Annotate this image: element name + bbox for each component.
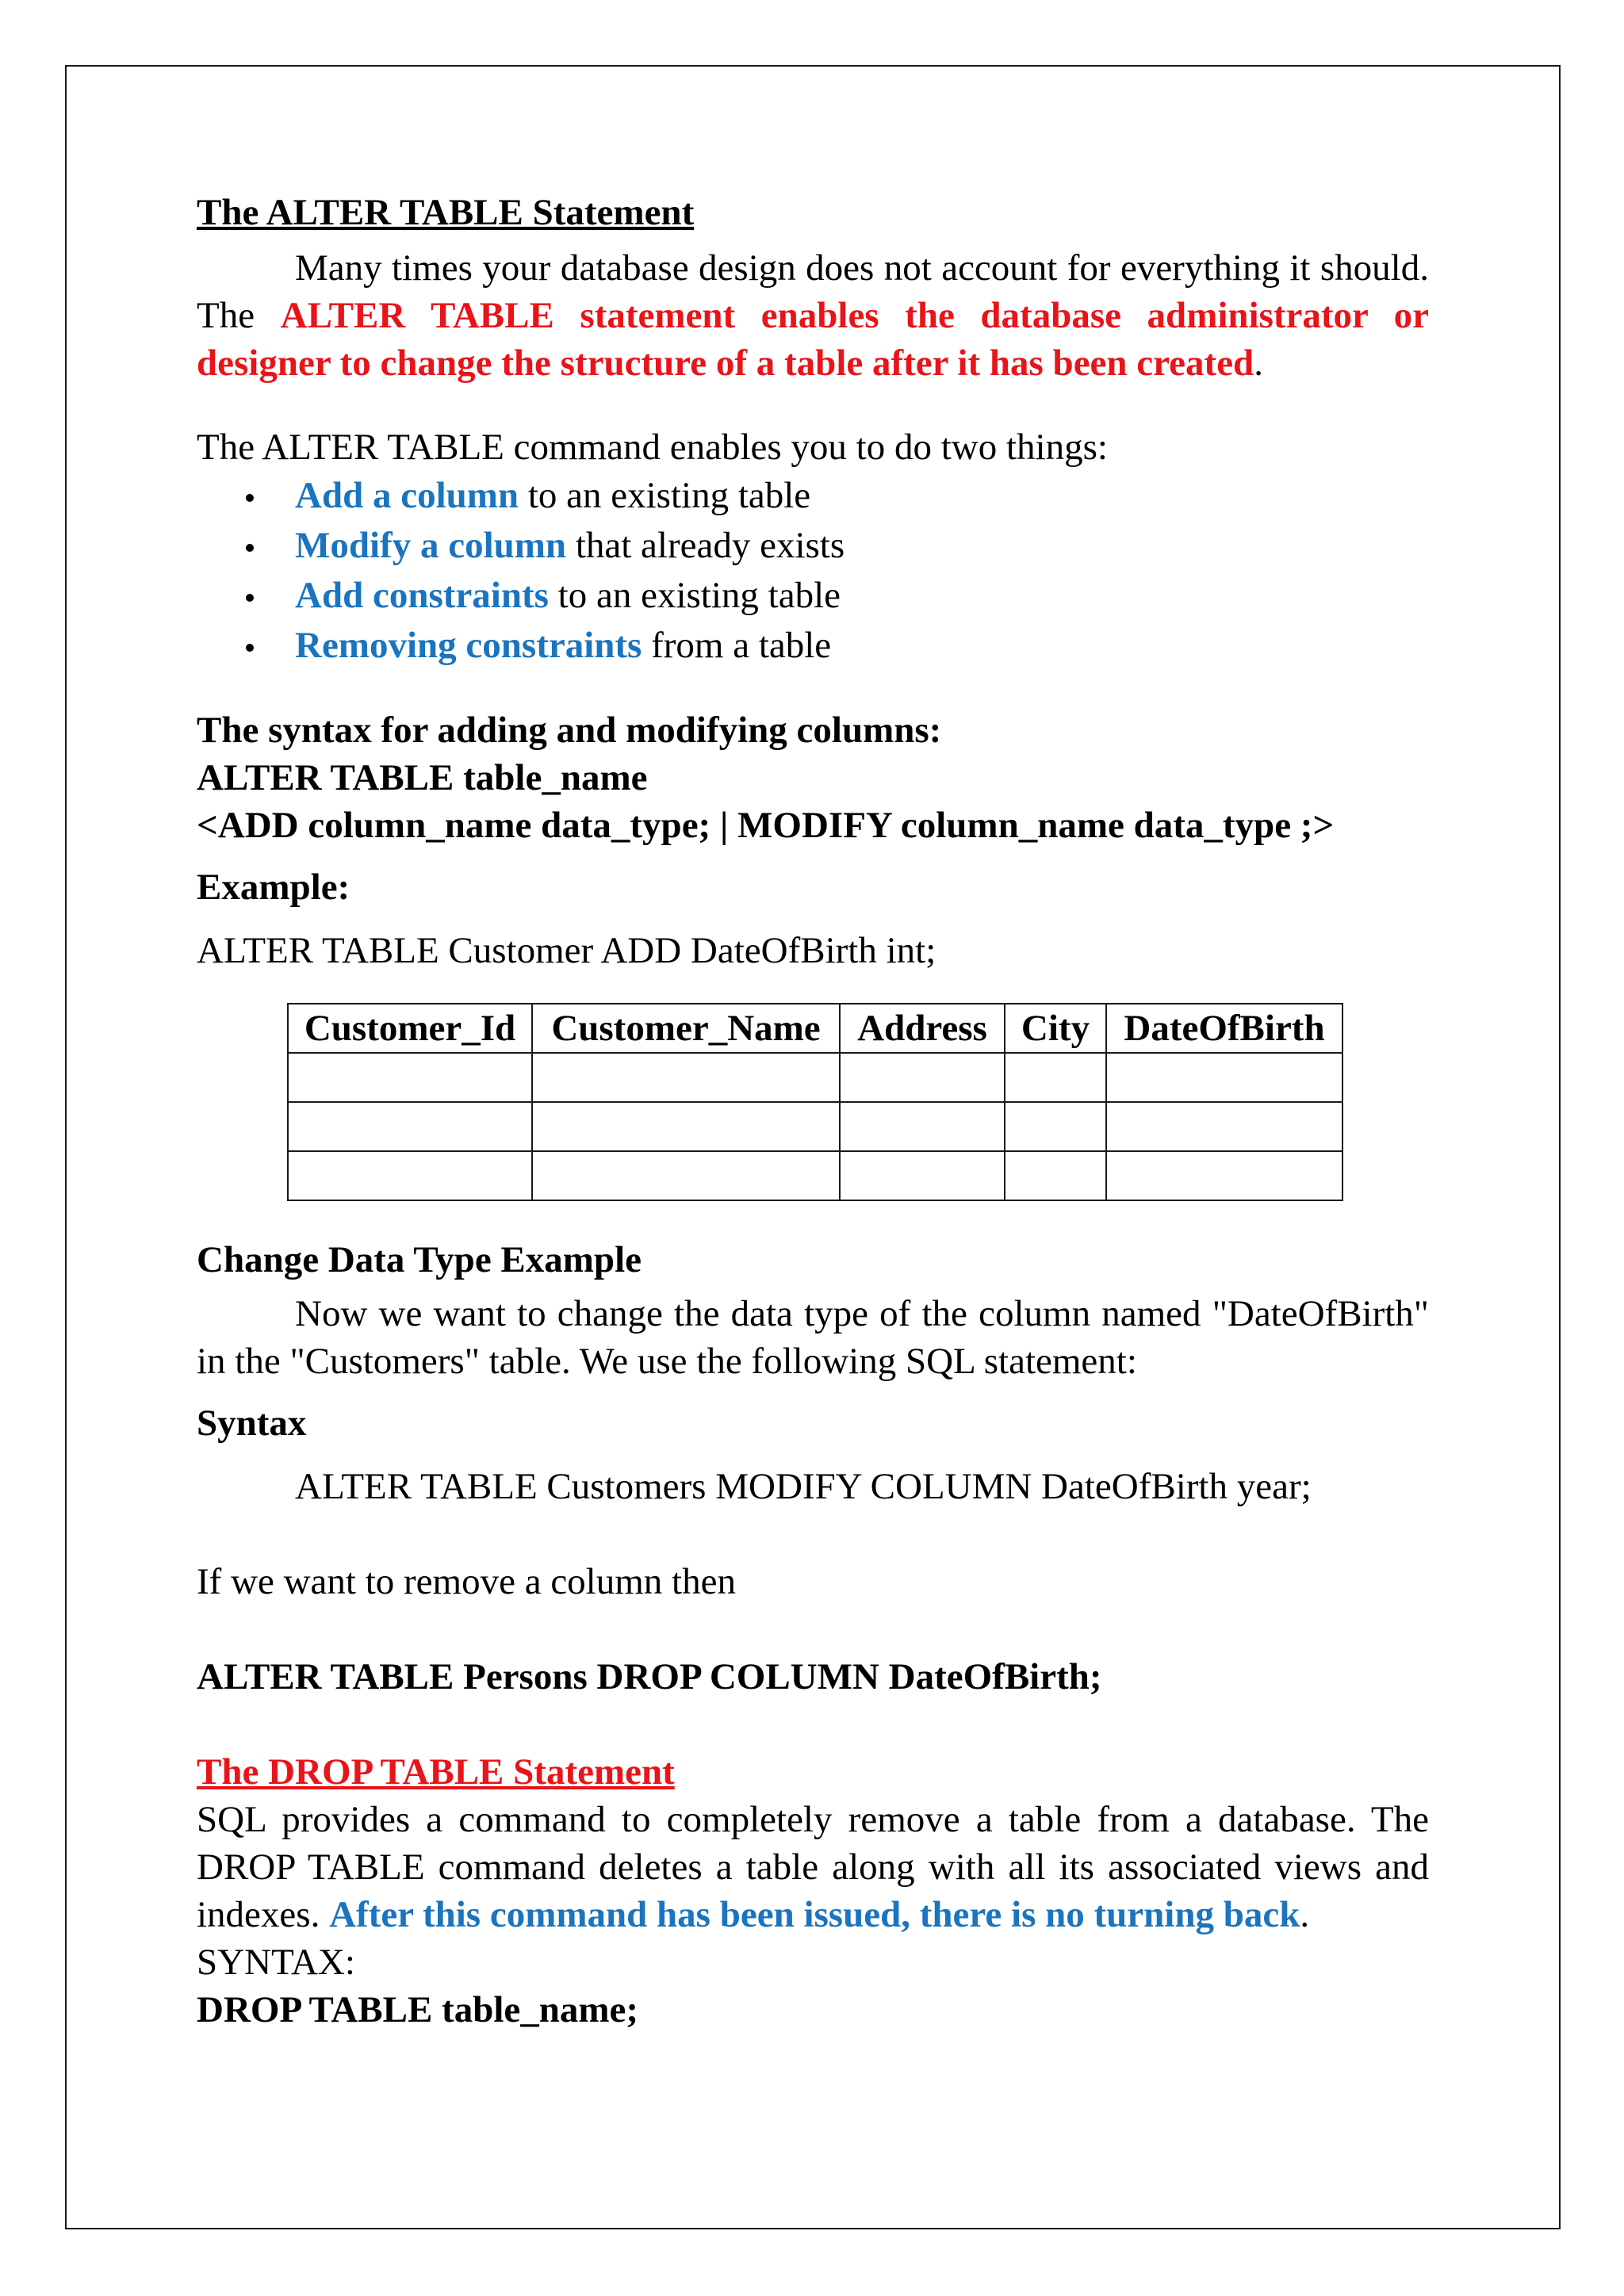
alter-table-heading: The ALTER TABLE Statement xyxy=(197,192,695,233)
drop-warning: After this command has been issued, there is no turning back xyxy=(329,1894,1300,1935)
alter-intro-paragraph xyxy=(197,244,1429,387)
table-header-row xyxy=(288,1004,1342,1053)
list-item: Removing constraints from a table xyxy=(197,621,1429,671)
change-type-heading: Change Data Type Example xyxy=(197,1239,642,1280)
drop-table-paragraph: SQL provides a command to completely remove a table from a database. The DROP TABLE command deletes a table along with all its associated views and indexes. After this command has been issued, there is no turning back. xyxy=(197,1799,1429,1935)
change-syntax-heading: Syntax xyxy=(197,1402,307,1444)
drop-syntax-code: DROP TABLE table_name; xyxy=(197,1989,639,2030)
command-intro: The ALTER TABLE command enables you to do two things: xyxy=(197,427,1108,468)
list-item: Add constraints to an existing table xyxy=(197,571,1429,621)
col-header-customer-name: Customer_Name xyxy=(532,1004,840,1053)
table-row xyxy=(288,1151,1342,1200)
bullet-icon xyxy=(246,544,254,552)
alter-intro-end: . xyxy=(1254,342,1263,384)
remove-column-text: If we want to remove a column then xyxy=(197,1561,736,1602)
change-syntax-code: ALTER TABLE Customers MODIFY COLUMN DateOfBirth year; xyxy=(295,1466,1312,1507)
bullet-icon xyxy=(246,494,254,502)
drop-table-heading: The DROP TABLE Statement xyxy=(197,1751,675,1793)
col-header-dateofbirth: DateOfBirth xyxy=(1106,1004,1342,1053)
bullet-icon xyxy=(246,594,254,602)
syntax-heading: The syntax for adding and modifying columns: xyxy=(197,710,942,751)
change-type-paragraph: Now we want to change the data type of the column named "DateOfBirth" in the "Customers" table. We use the following SQL statement: xyxy=(197,1293,1429,1382)
col-header-customer-id: Customer_Id xyxy=(288,1004,532,1053)
customer-table xyxy=(287,1003,1343,1201)
syntax-line-2: <ADD column_name data_type; | MODIFY column_name data_type ;> xyxy=(197,805,1335,846)
syntax-line-1: ALTER TABLE table_name xyxy=(197,757,648,798)
list-item: Add a column to an existing table xyxy=(197,471,1429,521)
bullet-icon xyxy=(246,644,254,652)
remove-column-code: ALTER TABLE Persons DROP COLUMN DateOfBirth; xyxy=(197,1656,1102,1697)
alter-intro-text: Many times your database design does not account for everything it should. The xyxy=(197,247,1429,336)
list-item: Modify a column that already exists xyxy=(197,521,1429,571)
document-body xyxy=(197,189,1429,2034)
example-code: ALTER TABLE Customer ADD DateOfBirth int; xyxy=(197,930,936,971)
drop-syntax-label: SYNTAX: xyxy=(197,1942,355,1983)
table-row xyxy=(288,1102,1342,1151)
capabilities-list xyxy=(197,471,1429,671)
example-heading: Example: xyxy=(197,867,350,908)
alter-intro-highlight: ALTER TABLE statement enables the database administrator or designer to change the structure of a table after it has been created xyxy=(197,295,1430,384)
col-header-address: Address xyxy=(840,1004,1005,1053)
table-row xyxy=(288,1053,1342,1102)
col-header-city: City xyxy=(1005,1004,1106,1053)
